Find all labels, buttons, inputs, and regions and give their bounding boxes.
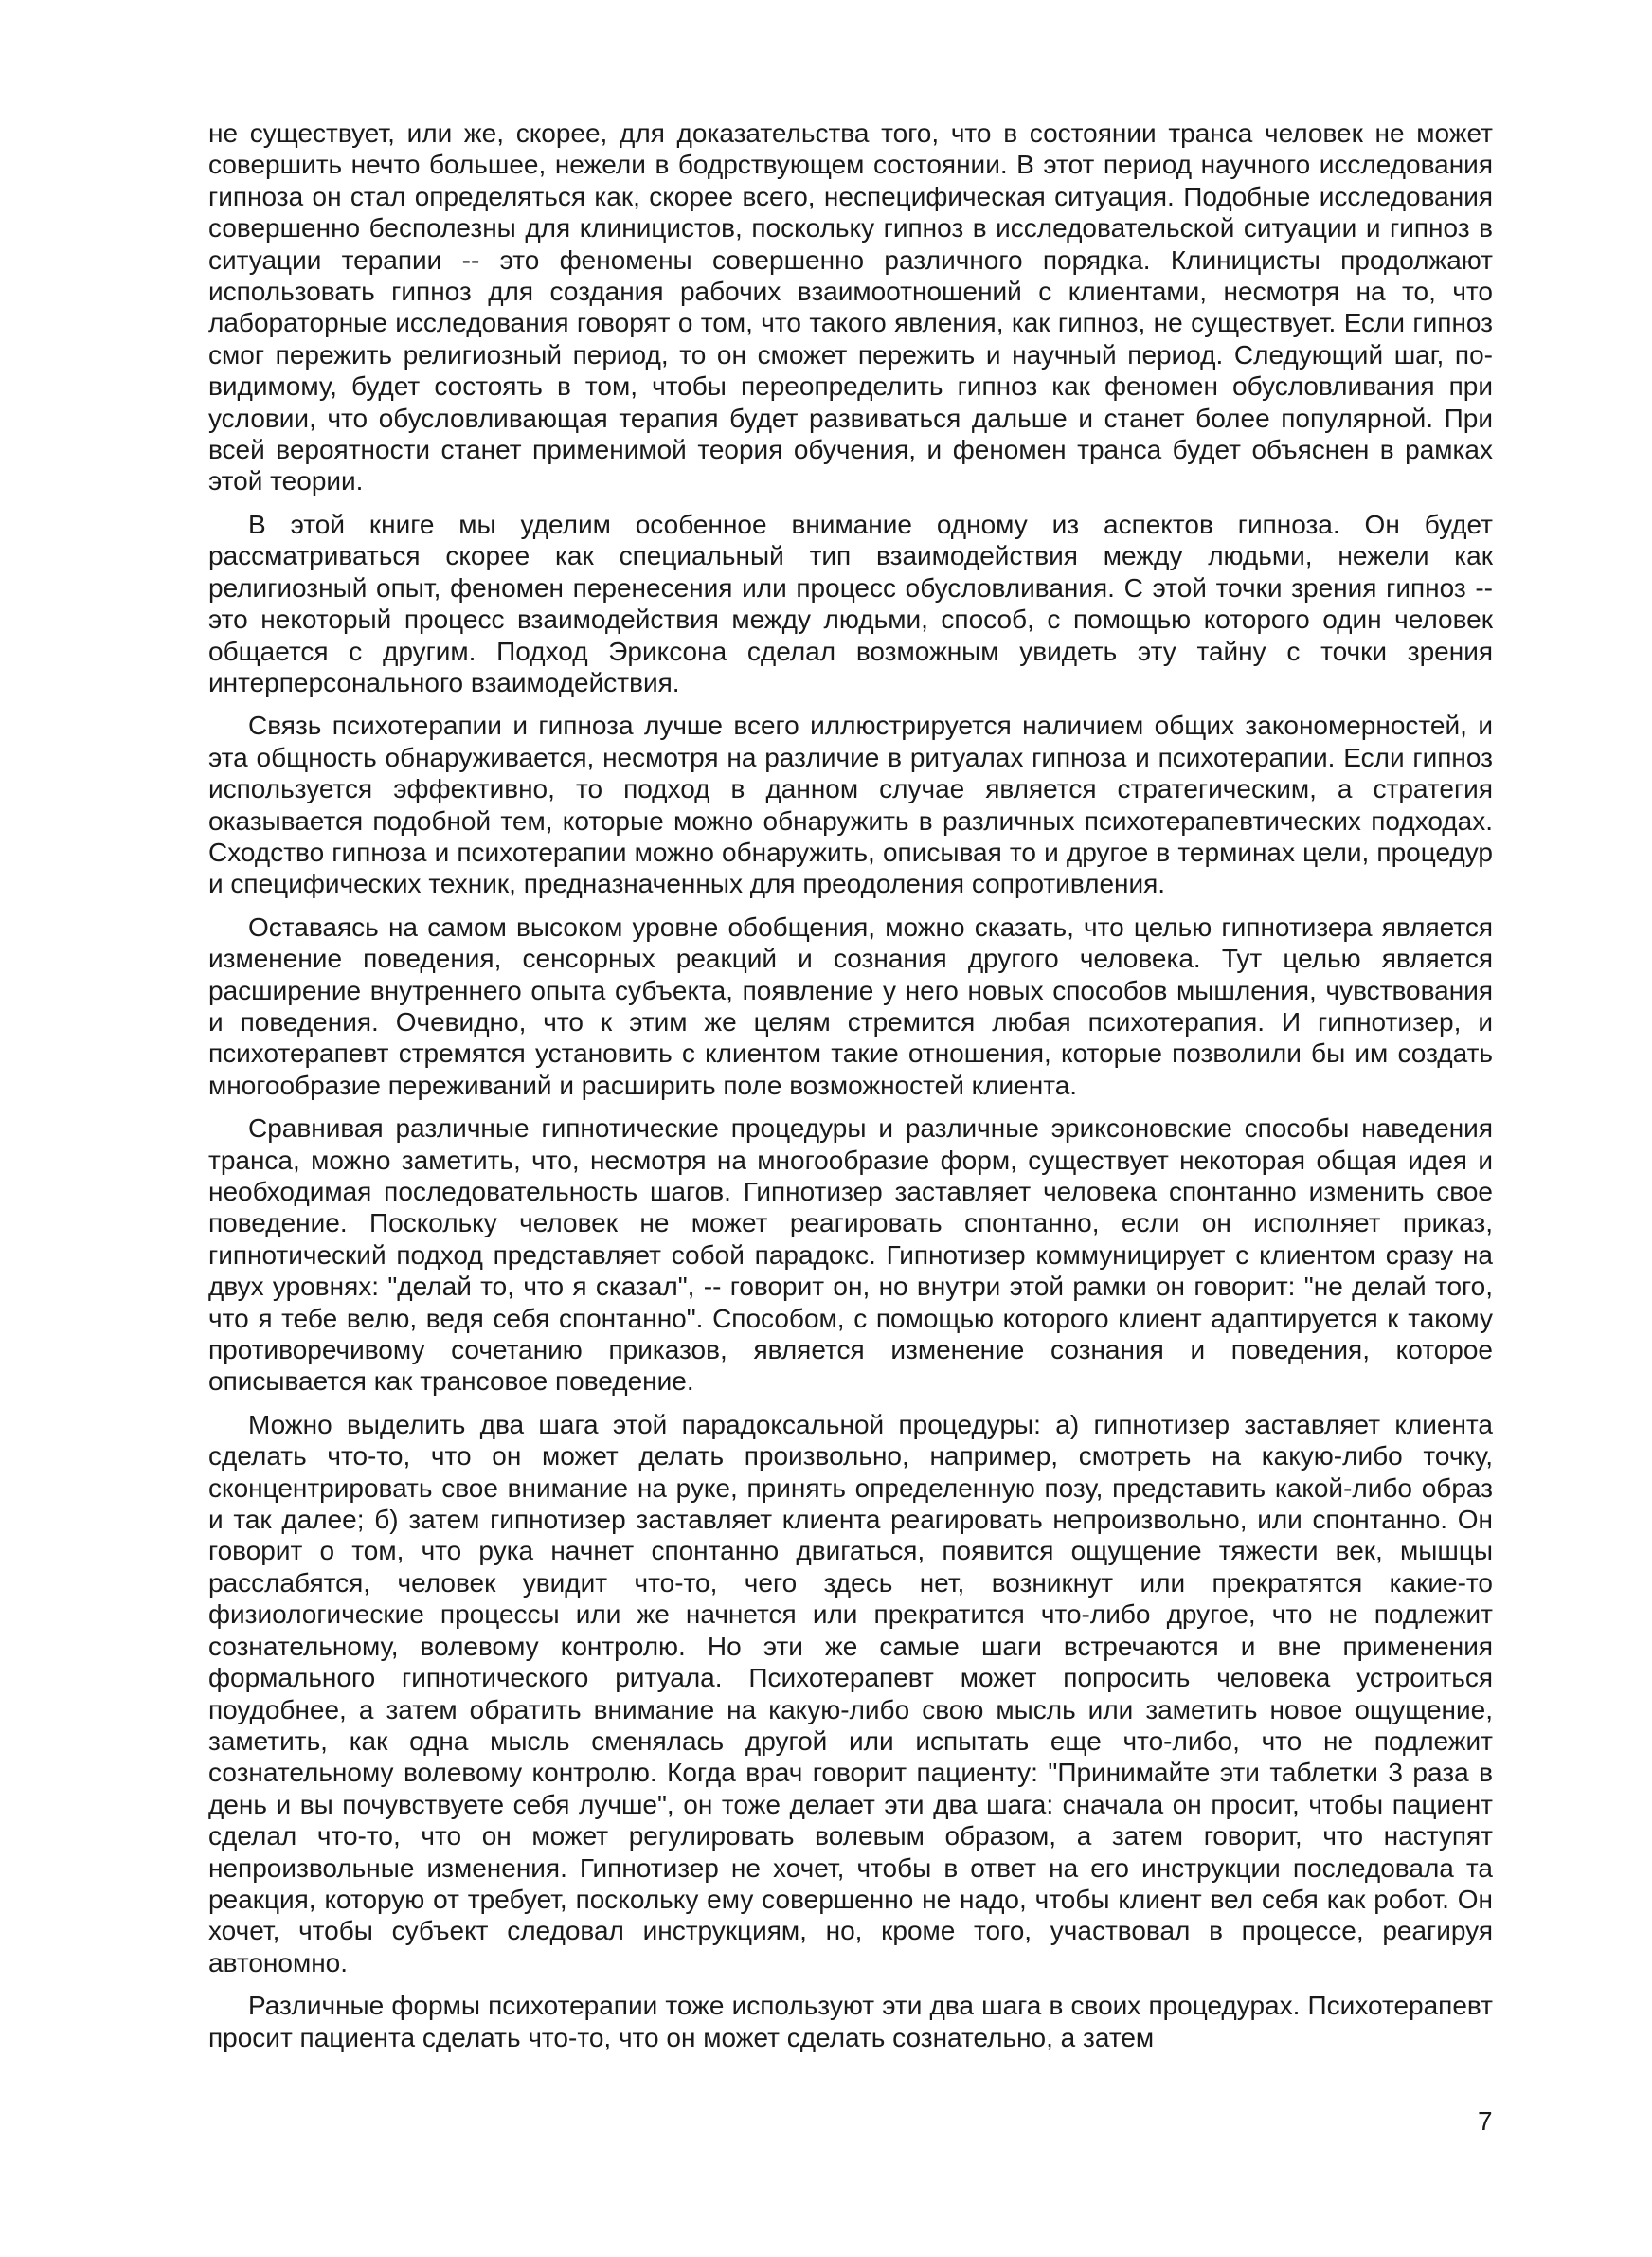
paragraph-5: Сравнивая различные гипнотические процедуры и различные эриксоновские способы наведения транса, можно заметить, что, несмотря на многообразие форм, существует некоторая общая идея и необходимая последовательность шагов. Гипнотизер заставляет человека спонтанно изменить свое поведение. Поскольку человек не может реагировать спонтанно, если он исполняет приказ, гипнотический подход представляет собой парадокс. Гипнотизер коммуницирует с клиентом сразу на двух уровнях: "делай то, что я сказал", -- говорит он, но внутри этой рамки он говорит: "не делай того, что я тебе велю, ведя себя спонтанно". Способом, с помощью которого клиент адаптируется к такому противоречивому сочетанию приказов, является изменение сознания и поведения, которое описывается как трансовое поведение.	[208, 1113, 1493, 1397]
paragraph-6: Можно выделить два шага этой парадоксальной процедуры: а) гипнотизер заставляет клиента сделать что-то, что он может делать произвольно, например, смотреть на какую-либо точку, сконцентрировать свое внимание на руке, принять определенную позу, представить какой-либо образ и так далее; б) затем гипнотизер заставляет клиента реагировать непроизвольно, или спонтанно. Он говорит о том, что рука начнет спонтанно двигаться, появится ощущение тяжести век, мышцы расслабятся, человек увидит что-то, чего здесь нет, возникнут или прекратятся какие-то физиологические процессы или же начнется или прекратится что-либо другое, что не подлежит сознательному, волевому контролю. Но эти же самые шаги встречаются и вне применения формального гипнотического ритуала. Психотерапевт может попросить человека устроиться поудобнее, а затем обратить внимание на какую-либо свою мысль или заметить новое ощущение, заметить, как одна мысль сменялась другой или испытать еще что-либо, что не подлежит сознательному волевому контролю. Когда врач говорит пациенту: "Принимайте эти таблетки 3 раза в день и вы почувствуете себя лучше", он тоже делает эти два шага: сначала он просит, чтобы пациент сделал что-то, что он может регулировать волевым образом, а затем говорит, что наступят непроизвольные изменения. Гипнотизер не хочет, чтобы в ответ на его инструкции последовала та реакция, которую от требует, поскольку ему совершенно не надо, чтобы клиент вел себя как робот. Он хочет, чтобы субъект следовал инструкциям, но, кроме того, участвовал в процессе, реагируя автономно.	[208, 1409, 1493, 1977]
paragraph-2: В этой книге мы уделим особенное внимание одному из аспектов гипноза. Он будет рассматриваться скорее как специальный тип взаимодействия между людьми, нежели как религиозный опыт, феномен перенесения или процесс обусловливания. С этой точки зрения гипноз -- это некоторый процесс взаимодействия между людьми, способ, с помощью которого один человек общается с другим. Подход Эриксона сделал возможным увидеть эту тайну с точки зрения интерперсонального взаимодействия.	[208, 509, 1493, 697]
page-number: 7	[1478, 2106, 1493, 2136]
paragraph-3: Связь психотерапии и гипноза лучше всего иллюстрируется наличием общих закономерностей, и эта общность обнаруживается, несмотря на различие в ритуалах гипноза и психотерапии. Если гипноз используется эффективно, то подход в данном случае является стратегическим, а стратегия оказывается подобной тем, которые можно обнаружить в различных психотерапевтических подходах. Сходство гипноза и психотерапии можно обнаружить, описывая то и другое в терминах цели, процедур и специфических техник, предназначенных для преодоления сопротивления.	[208, 711, 1493, 899]
paragraph-4: Оставаясь на самом высоком уровне обобщения, можно сказать, что целью гипнотизера является изменение поведения, сенсорных реакций и сознания другого человека. Тут целью является расширение внутреннего опыта субъекта, появление у него новых способов мышления, чувствования и поведения. Очевидно, что к этим же целям стремится любая психотерапия. И гипнотизер, и психотерапевт стремятся установить с клиентом такие отношения, которые позволили бы им создать многообразие переживаний и расширить поле возможностей клиента.	[208, 912, 1493, 1100]
paragraph-7: Различные формы психотерапии тоже используют эти два шага в своих процедурах. Психотерапевт просит пациента сделать что-то, что он может сделать сознательно, а затем	[208, 1991, 1493, 2052]
paragraph-1: не существует, или же, скорее, для доказательства того, что в состоянии транса человек не может совершить нечто большее, нежели в бодрствующем состоянии. В этот период научного исследования гипноза он стал определяться как, скорее всего, неспецифическая ситуация. Подобные исследования совершенно бесполезны для клиницистов, поскольку гипноз в исследовательской ситуации и гипноз в ситуации терапии -- это феномены совершенно различного порядка. Клиницисты продолжают использовать гипноз для создания рабочих взаимоотношений с клиентами, несмотря на то, что лабораторные исследования говорят о том, что такого явления, как гипноз, не существует. Если гипноз смог пережить религиозный период, то он сможет пережить и научный период. Следующий шаг, по-видимому, будет состоять в том, чтобы переопределить гипноз как феномен обусловливания при условии, что обусловливающая терапия будет развиваться дальше и станет более популярной. При всей вероятности станет применимой теория обучения, и феномен транса будет объяснен в рамках этой теории.	[208, 118, 1493, 497]
page-body	[208, 117, 1493, 2065]
